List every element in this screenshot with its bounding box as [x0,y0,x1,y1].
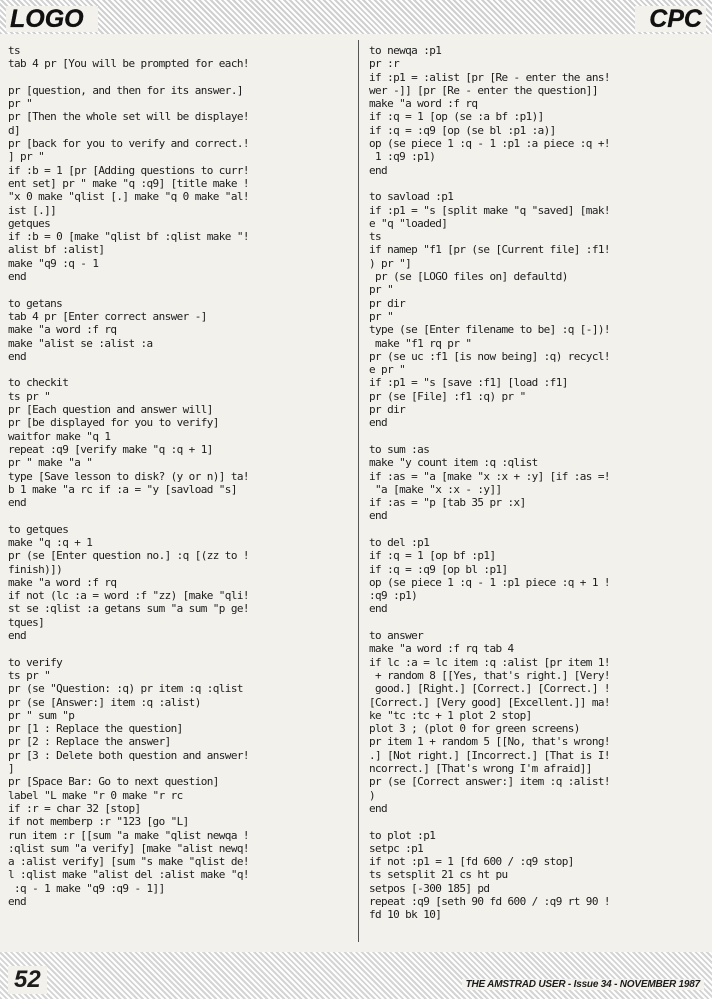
code-line: type (se [Enter filename to be] :q [-])! [369,323,610,337]
code-line: ) pr "] [369,256,412,270]
code-line: if :q = 1 [op (se :a bf :p1)] [369,110,544,124]
code-line: :qlist sum "a verify] [make "alist newq! [8,841,249,855]
code-line: type [Save lesson to disk? (y or n)] ta! [8,469,249,483]
code-line: ts [369,230,382,244]
code-line: setpos [-300 185] pd [369,881,490,895]
magazine-credit: THE AMSTRAD USER - Issue 34 - NOVEMBER 1987 [462,979,704,990]
code-line: make "alist se :alist :a [8,336,153,350]
code-line: pr [question, and then for its answer.] [8,83,243,97]
code-line: pr [Then the whole set will be displaye! [8,110,249,124]
code-line: make "a word :f rq [369,97,478,111]
code-line [369,177,709,190]
code-line: pr (se [Answer:] item :q :alist) [8,695,201,709]
code-line: e "q "loaded] [369,216,448,230]
code-line [369,430,709,443]
code-line: pr [1 : Replace the question] [8,722,183,736]
code-line: repeat :q9 [seth 90 fd 600 / :q9 rt 90 ! [369,895,610,908]
code-line: pr dir [369,403,406,417]
left-code-column [8,44,348,908]
code-line: op (se piece 1 :q - 1 :p1 :a piece :q +! [369,137,610,151]
code-line: label "L make "r 0 make "r rc [8,788,183,802]
code-line: to checkit [8,376,69,390]
column-divider [358,40,359,942]
code-line: l :qlist make "alist del :alist make "q! [8,868,249,882]
code-line: b 1 make "a rc if :a = "y [savload "s] [8,482,237,496]
code-line: pr (se "Question: :q) pr item :q :qlist [8,682,243,696]
code-line: to getques [8,522,69,536]
code-line: e pr " [369,363,406,377]
code-line: d] [8,123,21,137]
code-line: make "a word :f rq [8,323,117,337]
code-line: 1 :q9 :p1) [369,150,436,164]
code-line: to del :p1 [369,535,430,549]
code-line: "x 0 make "qlist [.] make "q 0 make "al! [8,190,249,204]
code-line: to answer [369,629,424,643]
code-line: pr [Each question and answer will] [8,403,213,417]
code-line: if :p1 = :alist [pr [Re - enter the ans! [369,70,610,84]
code-line: plot 3 ; (plot 0 for green screens) [369,722,580,736]
code-line: make "a word :f rq [8,575,117,589]
code-line: make "f1 rq pr " [369,336,472,350]
code-line [8,363,348,376]
code-line: pr :r [369,57,400,71]
code-line: to sum :as [369,442,430,456]
code-line: if :as = "a [make "x :x + :y] [if :as =! [369,469,610,483]
code-line: ] pr " [8,150,45,164]
code-line: if :r = char 32 [stop] [8,801,141,815]
code-line: pr [Space Bar: Go to next question] [8,775,219,789]
code-line: make "a word :f rq tab 4 [369,642,514,656]
code-line: repeat :q9 [verify make "q :q + 1] [8,442,213,456]
code-line: ts pr " [8,389,51,403]
code-line: if :b = 1 [pr [Adding questions to curr! [8,163,249,177]
code-line: end [369,602,388,616]
code-line: ) [369,788,376,802]
code-line: end [369,509,388,523]
code-line: if namep "f1 [pr (se [Current file] :f1! [369,243,610,257]
page-number: 52 [8,966,47,994]
code-line: ts pr " [8,668,51,682]
code-line: end [8,496,27,510]
header-band [0,0,712,34]
code-line: if :b = 0 [make "qlist bf :qlist make "! [8,230,249,244]
right-code-column [369,44,709,922]
code-line: ] [8,762,15,776]
code-line: pr (se uc :f1 [is now being] :q) recycl! [369,349,610,363]
code-line: pr " [8,97,33,111]
code-line: finish)]) [8,562,63,576]
code-line: if :as = "p [tab 35 pr :x] [369,496,526,510]
code-line: getques [8,216,51,230]
code-line: pr (se [Enter question no.] :q [(zz to ! [8,549,249,563]
footer-band [0,952,712,999]
code-line: ke "tc :tc + 1 plot 2 stop] [369,708,532,722]
code-line: wer -]] [pr [Re - enter the question]] [369,83,598,97]
code-line: ts setsplit 21 cs ht pu [369,868,508,882]
code-line: to getans [8,296,63,310]
code-line: make "q9 :q - 1 [8,256,99,270]
code-line: if not (lc :a = word :f "zz) [make "qli! [8,589,249,603]
code-line [8,283,348,296]
code-line: alist bf :alist] [8,243,105,257]
code-line: pr item 1 + random 5 [[No, that's wrong! [369,735,610,749]
code-line [369,523,709,536]
section-tag-cpc: CPC [635,6,706,32]
code-line: pr " [369,283,394,297]
code-line [8,642,348,655]
code-line: fd 10 bk 10] [369,908,442,922]
code-line: good.] [Right.] [Correct.] [Correct.] ! [369,682,610,696]
code-line: make "q :q + 1 [8,535,93,549]
code-line: :q9 :p1) [369,589,418,603]
code-line: to plot :p1 [369,828,436,842]
code-line: .] [Not right.] [Incorrect.] [That is I! [369,748,610,762]
code-line: pr [3 : Delete both question and answer! [8,748,249,762]
code-line: tab 4 pr [Enter correct answer -] [8,309,207,323]
code-line: pr (se [File] :f1 :q) pr " [369,389,526,403]
code-line: run item :r [[sum "a make "qlist newqa ! [8,828,249,842]
code-line: "a [make "x :x - :y]] [369,482,502,496]
code-line: st se :qlist :a getans sum "a sum "p ge! [8,602,249,616]
code-line: pr [be displayed for you to verify] [8,416,219,430]
code-line: if :p1 = "s [save :f1] [load :f1] [369,376,568,390]
code-line: pr (se [LOGO files on] defaultd) [369,270,568,284]
code-line: if lc :a = lc item :q :alist [pr item 1! [369,655,610,669]
code-line: pr " [369,309,394,323]
code-line: + random 8 [[Yes, that's right.] [Very! [369,668,610,682]
code-line [369,616,709,629]
code-line: if :p1 = "s [split make "q "saved] [mak! [369,203,610,217]
code-line: ts [8,44,21,57]
code-line: tab 4 pr [You will be prompted for each! [8,57,249,71]
code-line: end [8,629,27,643]
code-line: tques] [8,615,45,629]
code-line: to verify [8,655,63,669]
code-line: pr dir [369,296,406,310]
code-line: [Correct.] [Very good] [Excellent.]] ma! [369,695,610,709]
code-line: to newqa :p1 [369,44,442,57]
code-line: end [369,416,388,430]
code-line: ncorrect.] [That's wrong I'm afraid]] [369,762,592,776]
code-line: pr " sum "p [8,708,75,722]
code-line: make "y count item :q :qlist [369,456,538,470]
code-line: to savload :p1 [369,190,454,204]
code-line: pr [back for you to verify and correct.! [8,137,249,151]
code-line [8,71,348,84]
section-tag-logo: LOGO [6,6,98,32]
code-line: if not memberp :r "123 [go "L] [8,815,189,829]
code-line: end [369,801,388,815]
code-line: end [8,349,27,363]
code-line: if :q = 1 [op bf :p1] [369,549,496,563]
code-line: end [8,895,27,908]
code-line: if :q = :q9 [op (se bl :p1 :a)] [369,123,556,137]
code-line: end [369,163,388,177]
code-line [8,509,348,522]
code-line: if not :p1 = 1 [fd 600 / :q9 stop] [369,855,574,869]
code-line: op (se piece 1 :q - 1 :p1 piece :q + 1 ! [369,575,610,589]
code-line: :q - 1 make "q9 :q9 - 1]] [8,881,165,895]
code-line: end [8,270,27,284]
code-line: pr [2 : Replace the answer] [8,735,171,749]
code-line: waitfor make "q 1 [8,429,111,443]
code-line: if :q = :q9 [op bl :p1] [369,562,508,576]
code-line: setpc :p1 [369,841,424,855]
code-line: pr " make "a " [8,456,93,470]
code-line: ent set] pr " make "q :q9] [title make ! [8,176,249,190]
code-line: ist [.]] [8,203,57,217]
code-line: a :alist verify] [sum "s make "qlist de! [8,855,249,869]
code-line [369,815,709,828]
code-line: pr (se [Correct answer:] item :q :alist! [369,775,610,789]
